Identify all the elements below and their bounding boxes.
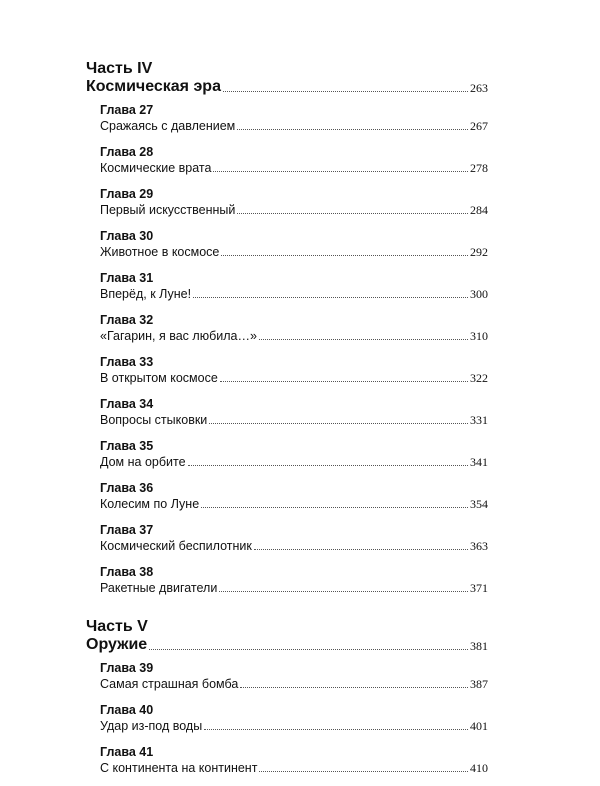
chapter-title: В открытом космосе (100, 371, 218, 385)
chapter-title: Самая страшная бомба (100, 677, 239, 691)
chapter-label: Глава 34 (100, 397, 154, 411)
dot-leader (220, 381, 468, 382)
dot-leader (240, 687, 468, 688)
dot-leader (149, 649, 468, 650)
chapter-title-row (100, 760, 488, 776)
toc-chapter-entry[interactable] (86, 102, 488, 134)
chapter-page-number: 410 (470, 761, 488, 775)
chapter-title: Животное в космосе (100, 245, 220, 259)
chapter-title: «Гагарин, я вас любила…» (100, 329, 257, 343)
chapter-page-number: 278 (470, 161, 488, 175)
chapter-title-row (100, 412, 488, 428)
toc-part (86, 60, 488, 596)
dot-leader (188, 465, 468, 466)
dot-leader (259, 339, 468, 340)
chapter-label: Глава 33 (100, 355, 154, 369)
chapter-page-number: 341 (470, 455, 488, 469)
chapter-label: Глава 37 (100, 523, 154, 537)
dot-leader (193, 297, 468, 298)
toc-chapter-entry[interactable] (86, 144, 488, 176)
toc-chapter-entry[interactable] (86, 564, 488, 596)
chapter-label: Глава 29 (100, 187, 154, 201)
dot-leader (259, 771, 468, 772)
dot-leader (237, 129, 468, 130)
dot-leader (201, 507, 468, 508)
toc-chapter-entry[interactable] (86, 522, 488, 554)
chapter-page-number: 401 (470, 719, 488, 733)
toc-chapter-entry[interactable] (86, 270, 488, 302)
dot-leader (254, 549, 468, 550)
toc-part (86, 618, 488, 776)
chapter-title: Космический беспилотник (100, 539, 252, 553)
chapter-title-row (100, 454, 488, 470)
chapter-title: Дом на орбите (100, 455, 186, 469)
toc-chapter-entry[interactable] (86, 354, 488, 386)
toc-chapter-entry[interactable] (86, 702, 488, 734)
toc-chapter-entry[interactable] (86, 186, 488, 218)
chapter-title-row (100, 676, 488, 692)
chapter-title-row (100, 286, 488, 302)
chapter-label: Глава 41 (100, 745, 154, 759)
chapter-page-number: 267 (470, 119, 488, 133)
chapter-title: Вопросы стыковки (100, 413, 208, 427)
toc-chapter-entry[interactable] (86, 744, 488, 776)
chapter-page-number: 387 (470, 677, 488, 691)
part-title: Космическая эра (86, 78, 221, 95)
chapter-label: Глава 32 (100, 313, 154, 327)
chapter-page-number: 331 (470, 413, 488, 427)
chapter-label: Глава 35 (100, 439, 154, 453)
dot-leader (213, 171, 468, 172)
chapter-title: Ракетные двигатели (100, 581, 218, 595)
part-page-number: 381 (470, 639, 488, 653)
chapter-label: Глава 38 (100, 565, 154, 579)
chapter-title: Вперёд, к Луне! (100, 287, 192, 301)
chapter-title: Первый искусственный (100, 203, 236, 217)
chapter-title: Сражаясь с давлением (100, 119, 236, 133)
chapter-page-number: 322 (470, 371, 488, 385)
table-of-contents (86, 60, 488, 786)
toc-chapter-entry[interactable] (86, 312, 488, 344)
dot-leader (204, 729, 468, 730)
chapter-title-row (100, 160, 488, 176)
chapter-page-number: 292 (470, 245, 488, 259)
chapter-title-row (100, 328, 488, 344)
chapter-title-row (100, 538, 488, 554)
part-label: Часть V (86, 618, 148, 635)
toc-chapter-entry[interactable] (86, 438, 488, 470)
dot-leader (223, 91, 468, 92)
chapter-title-row (100, 580, 488, 596)
chapter-page-number: 300 (470, 287, 488, 301)
toc-chapter-entry[interactable] (86, 228, 488, 260)
chapter-page-number: 363 (470, 539, 488, 553)
chapter-page-number: 371 (470, 581, 488, 595)
chapter-label: Глава 28 (100, 145, 154, 159)
chapter-label: Глава 39 (100, 661, 154, 675)
dot-leader (237, 213, 468, 214)
chapter-label: Глава 40 (100, 703, 154, 717)
chapter-title: Удар из-под воды (100, 719, 203, 733)
part-page-number: 263 (470, 81, 488, 95)
dot-leader (221, 255, 468, 256)
chapter-title-row (100, 244, 488, 260)
chapter-title-row (100, 718, 488, 734)
dot-leader (209, 423, 468, 424)
part-title-row[interactable] (86, 636, 488, 654)
chapter-title-row (100, 496, 488, 512)
part-label: Часть IV (86, 60, 153, 77)
chapter-title-row (100, 370, 488, 386)
toc-chapter-entry[interactable] (86, 480, 488, 512)
chapter-title-row (100, 202, 488, 218)
chapter-label: Глава 36 (100, 481, 154, 495)
chapter-title-row (100, 118, 488, 134)
part-title-row[interactable] (86, 78, 488, 96)
toc-chapter-entry[interactable] (86, 660, 488, 692)
chapter-page-number: 310 (470, 329, 488, 343)
dot-leader (219, 591, 468, 592)
chapter-label: Глава 27 (100, 103, 154, 117)
chapter-page-number: 354 (470, 497, 488, 511)
chapter-page-number: 284 (470, 203, 488, 217)
chapter-label: Глава 31 (100, 271, 154, 285)
chapter-title: Космические врата (100, 161, 212, 175)
toc-chapter-entry[interactable] (86, 396, 488, 428)
part-title: Оружие (86, 636, 148, 653)
chapter-title: С континента на континент (100, 761, 258, 775)
chapter-label: Глава 30 (100, 229, 154, 243)
chapter-title: Колесим по Луне (100, 497, 200, 511)
